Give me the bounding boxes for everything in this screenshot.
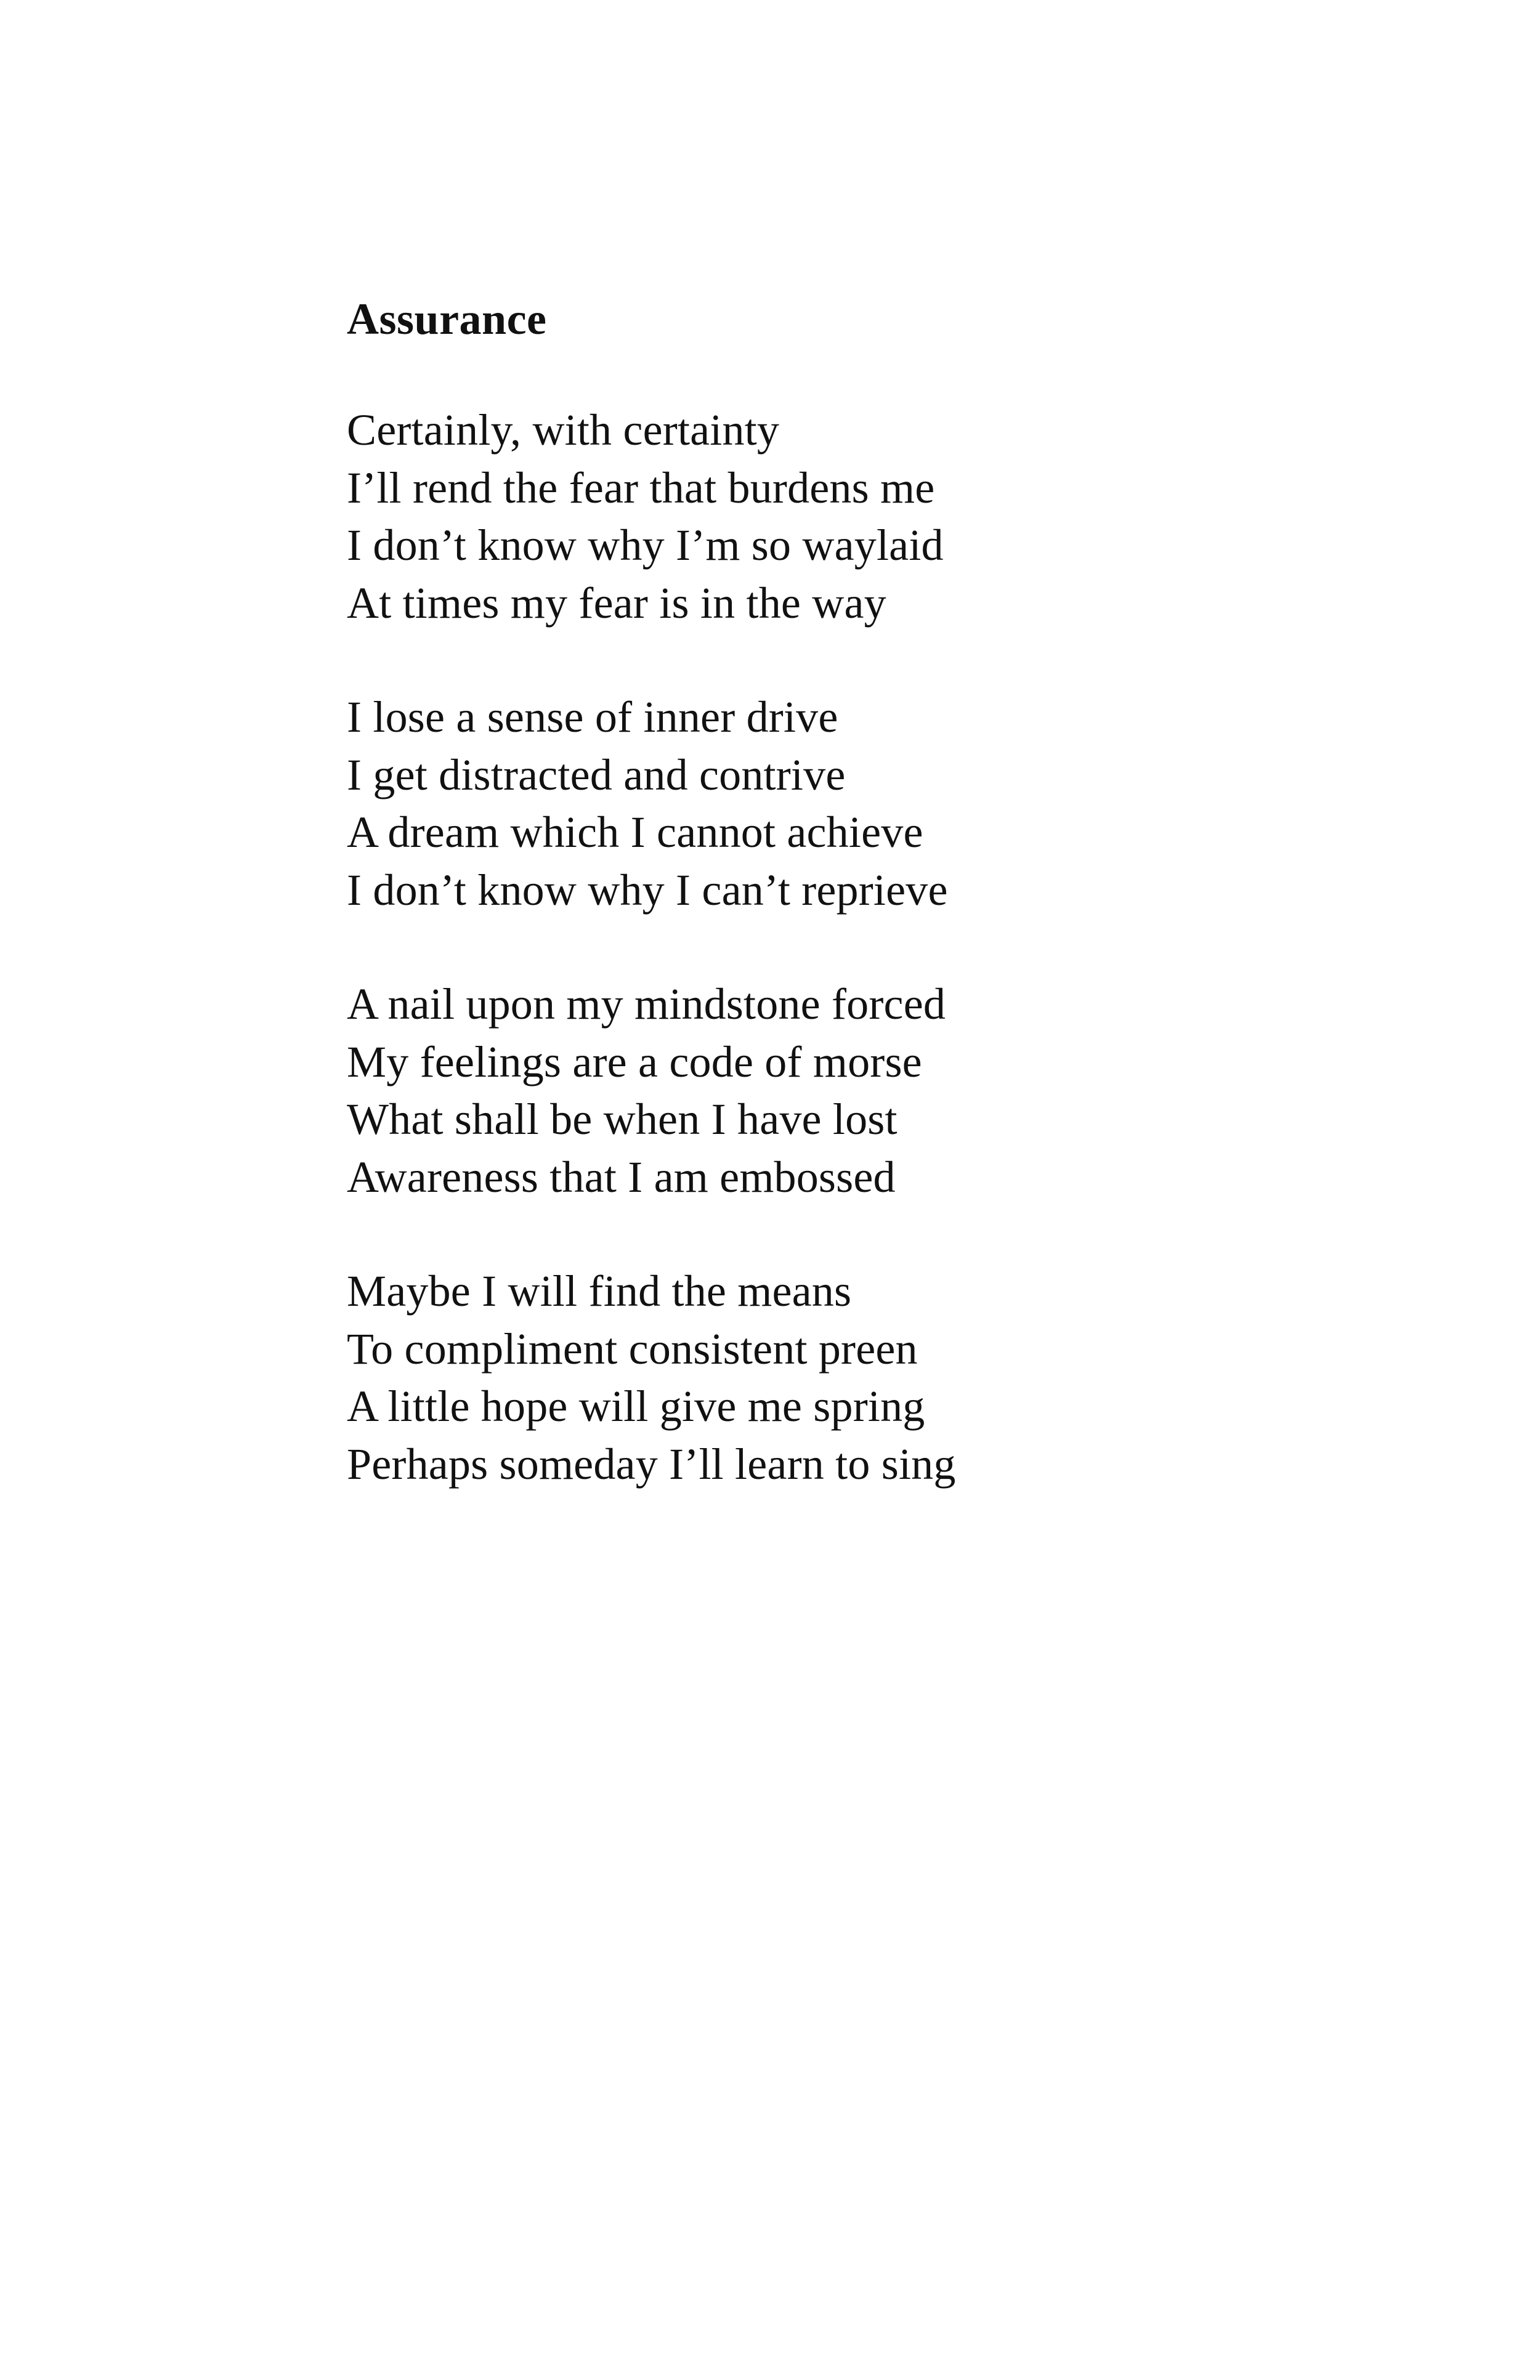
poem-line: I’ll rend the fear that burdens me [347,463,935,512]
poem-line: I don’t know why I can’t reprieve [347,865,948,915]
poem-line: A dream which I cannot achieve [347,808,923,857]
poem-line: My feelings are a code of morse [347,1037,922,1087]
poem-line: At times my fear is in the way [347,578,886,628]
poem-line: I get distracted and contrive [347,750,846,799]
stanza-4 [347,1263,1394,1493]
poem-line: Awareness that I am embossed [347,1152,896,1202]
poem-line: What shall be when I have lost [347,1095,898,1144]
stanza-1 [347,402,1394,632]
poem-line: Certainly, with certainty [347,405,780,455]
stanza-3 [347,976,1394,1206]
poem-line: A nail upon my mindstone forced [347,979,946,1029]
poem-line: I lose a sense of inner drive [347,692,838,742]
poem-page [347,289,1394,1550]
poem-line: Perhaps someday I’ll learn to sing [347,1439,956,1489]
poem-title: Assurance [347,294,547,344]
poem-line: Maybe I will find the means [347,1266,852,1316]
stanza-2 [347,689,1394,919]
poem-line: To compliment consistent preen [347,1324,918,1374]
poem-line: I don’t know why I’m so waylaid [347,520,944,570]
poem-line: A little hope will give me spring [347,1382,925,1431]
